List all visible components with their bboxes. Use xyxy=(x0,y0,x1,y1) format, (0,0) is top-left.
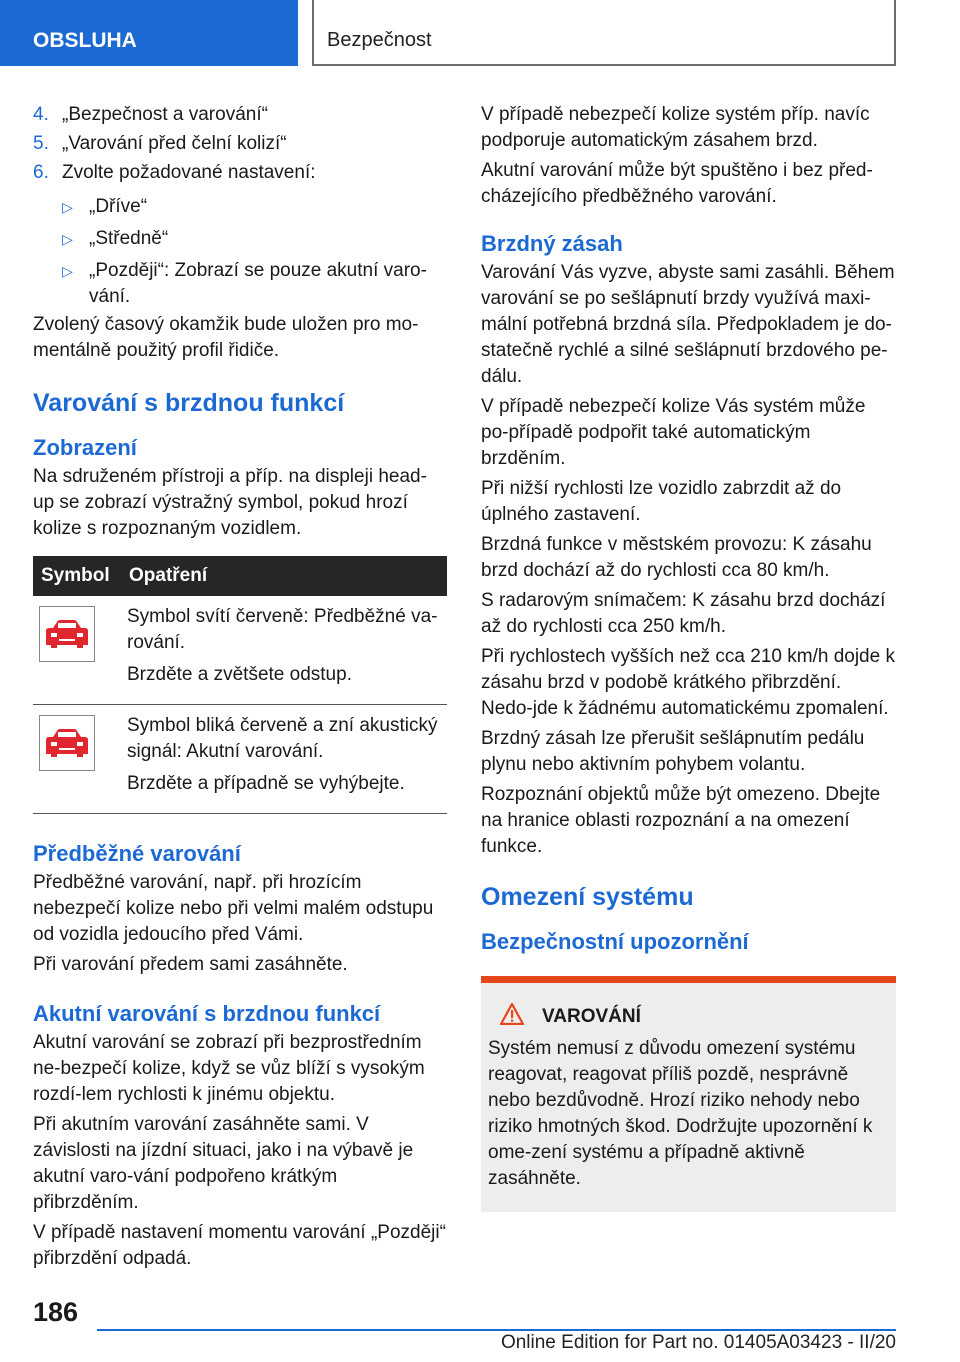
step-number: 5. xyxy=(33,133,49,154)
step-number: 6. xyxy=(33,162,49,183)
list-item xyxy=(33,194,448,220)
step-text: Zvolte požadované nastavení: xyxy=(62,162,316,183)
paragraph: Při akutním varování zasáhněte sami. V závislosti na jízdní situaci, jako i na výbavě je akutní varo-vání podpořeno krátkým přibrzděním. xyxy=(33,1114,414,1213)
warning-header xyxy=(488,1003,888,1030)
list-item xyxy=(33,102,448,128)
table-row xyxy=(33,705,447,814)
column-header-action: Opatření xyxy=(123,556,447,596)
paragraph: Předběžné varování, např. při hrozícím nebezpečí kolize nebo při velmi malém odstupu od vozidla jedoucího před Vámi. xyxy=(33,872,434,945)
triangle-bullet-icon: ▷ xyxy=(62,199,73,215)
collision-warning-icon xyxy=(39,606,95,662)
triangle-bullet-icon: ▷ xyxy=(62,263,73,279)
paragraph: Zvolený časový okamžik bude uložen pro mo-mentálně použitý profil řidiče. xyxy=(33,314,419,361)
section-heading: Omezení systému xyxy=(481,883,694,911)
list-item xyxy=(33,131,448,157)
collision-warning-icon xyxy=(39,715,95,771)
section-tab: OBSLUHA xyxy=(0,0,298,66)
paragraph: Akutní varování může být spuštěno i bez před-cházejícího předběžného varování. xyxy=(481,160,873,207)
table-cell-text: Symbol svítí červeně: Předběžné va-rování. xyxy=(127,606,438,653)
subsection-heading: Předběžné varování xyxy=(33,841,241,866)
paragraph: S radarovým snímačem: K zásahu brzd dochází až do rychlosti cca 250 km/h. xyxy=(481,590,886,637)
page-number: 186 xyxy=(33,1297,79,1327)
paragraph: Brzdná funkce v městském provozu: K zásahu brzd dochází až do rychlosti cca 80 km/h. xyxy=(481,534,872,581)
paragraph: Na sdruženém přístroji a příp. na displeji head-up se zobrazí výstražný symbol, pokud hrozí kolize s rozpoznaným vozidlem. xyxy=(33,466,427,539)
step-text: „Bezpečnost a varování“ xyxy=(62,104,268,125)
left-column xyxy=(33,102,448,1276)
chapter-title: Bezpečnost xyxy=(312,0,896,66)
paragraph: V případě nebezpečí kolize systém příp. navíc podporuje automatickým zásahem brzd. xyxy=(481,104,870,151)
subsection-heading: Bezpečnostní upozornění xyxy=(481,929,749,954)
bullet-text: „Středně“ xyxy=(89,228,169,249)
page-header xyxy=(0,0,960,66)
section-heading: Varování s brzdnou funkcí xyxy=(33,389,345,417)
bullet-text: „Dříve“ xyxy=(89,196,148,217)
table-cell-text: Symbol bliká červeně a zní akustický signál: Akutní varování. xyxy=(127,715,438,762)
paragraph: Rozpoznání objektů může být omezeno. Dbejte na hranice oblasti rozpoznání a na omezení funkce. xyxy=(481,784,881,857)
symbol-table xyxy=(33,556,447,814)
warning-title: VAROVÁNÍ xyxy=(542,1005,641,1027)
paragraph: Při rychlostech vyšších než cca 210 km/h dojde k zásahu brzd v podobě krátkého přibrzdění. Nedo-jde k žádnému automatickému zpomalení. xyxy=(481,646,895,719)
subsection-heading: Zobrazení xyxy=(33,435,137,460)
paragraph: Varování Vás vyzve, abyste sami zasáhli. Během varování se po sešlápnutí brzdy využívá maxi-mální potřebná brzdná síla. Předpokladem je do-statečně rychlé a silné sešlápnutí brzdového pe-dálu. xyxy=(481,262,895,387)
paragraph: V případě nastavení momentu varování „Později“ přibrzdění odpadá. xyxy=(33,1222,446,1269)
list-item xyxy=(33,160,448,186)
footer-divider xyxy=(97,1329,896,1331)
column-header-symbol: Symbol xyxy=(33,556,123,596)
table-cell-text: Brzděte a případně se vyhýbejte. xyxy=(127,773,405,794)
list-item xyxy=(33,258,448,310)
subsection-heading: Akutní varování s brzdnou funkcí xyxy=(33,1001,381,1026)
warning-box xyxy=(481,976,896,1212)
table-cell-text: Brzděte a zvětšete odstup. xyxy=(127,664,352,685)
list-item xyxy=(33,226,448,252)
paragraph: Při varování předem sami zasáhněte. xyxy=(33,954,348,975)
step-number: 4. xyxy=(33,104,49,125)
warning-text: Systém nemusí z důvodu omezení systému reagovat, reagovat příliš pozdě, nesprávně nebo bezdůvodně. Hrozí riziko nehody nebo riziko hmotných škod. Dodržujte upozornění k ome-zení systému a případně aktivně zasáhněte. xyxy=(488,1038,873,1189)
paragraph: V případě nebezpečí kolize Vás systém může po-případě podpořit také automatickým brzděním. xyxy=(481,396,866,469)
warning-triangle-icon xyxy=(500,1003,524,1030)
table-header-row xyxy=(33,556,447,596)
subsection-heading: Brzdný zásah xyxy=(481,231,623,256)
paragraph: Při nižší rychlosti lze vozidlo zabrzdit až do úplného zastavení. xyxy=(481,478,842,525)
triangle-bullet-icon: ▷ xyxy=(62,231,73,247)
paragraph: Akutní varování se zobrazí při bezprostředním ne-bezpečí kolize, když se vůz blíží s vysokým rozdí-lem rychlosti k jinému objektu. xyxy=(33,1032,425,1105)
table-row xyxy=(33,596,447,705)
bullet-text: „Později“: Zobrazí se pouze akutní varo-vání. xyxy=(89,260,427,307)
paragraph: Brzdný zásah lze přerušit sešlápnutím pedálu plynu nebo aktivním pohybem volantu. xyxy=(481,728,865,775)
edition-note: Online Edition for Part no. 01405A03423 - II/20 xyxy=(500,1332,896,1353)
right-column xyxy=(481,102,896,1212)
step-text: „Varování před čelní kolizí“ xyxy=(62,133,287,154)
